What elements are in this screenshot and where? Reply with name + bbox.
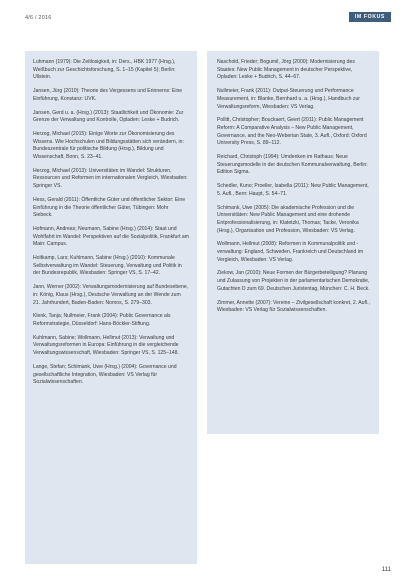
references-right-column: [207, 51, 379, 434]
reference-entry: Pollitt, Christopher; Bouckaert, Geert (2011): Public Management Reform: A Comparative Analysis – New Public Management, Governance, and the Neo-Weberian State, 3. Aufl., Oxford: Oxford University Press, S. 89–112.: [217, 117, 367, 147]
reference-entry: Schedler, Kuno; Proeller, Isabella (2011): New Public Management, 5. Aufl., Bern: Haupt, S. 54–71.: [217, 183, 369, 197]
reference-entry: Herzog, Michael (2015): Einige Worte zur Ökonomisierung des Wissens. Wie Hochschulen und Bildungsstätten sich verändern, in: Bundeszentrale für politische Bildung (Hrsg.), Bildung und Wissenschaft, Bonn, S. 23–41.: [33, 130, 184, 161]
reference-entry: Jann, Werner (2002): Verwaltungsmodernisierung auf Bundesebene, in: König, Klaus (Hrsg.), Deutsche Verwaltung an der Wende zum 21. Jahrhundert, Baden-Baden: Nomos, S. 279–303.: [33, 284, 189, 306]
section-tag: IM FOKUS: [349, 12, 391, 22]
reference-entry: Zimmer, Annette (2007): Vereine – Zivilgesellschaft konkret, 2. Aufl., Wiesbaden: VS Verlag für Sozialwissenschaften.: [217, 299, 370, 314]
reference-entry: Kuhlmann, Sabine; Wollmann, Hellmut (2013): Verwaltung und Verwaltungsreformen in Europa: Einführung in die vergleichende Verwaltungswissenschaft, Wiesbaden: Springer VS, S. 125–148.: [33, 334, 179, 357]
reference-entry: Jansen, Jürg (2010): Theorie des Vergessens und Erinnerns: Eine Einführung, Konstanz: UVK.: [33, 88, 183, 102]
reference-entry: Schimank, Uwe (2005): Die akademische Profession und die Universitäten: New Public Management und eine drohende Entprofessionalisierung, in: Klatetzki, Thomas; Tacke, Veronika (Hrsg.), Organisation und Profession, Wiesbaden: VS Verlag.: [217, 204, 359, 234]
reference-entry: Nullmeier, Frank (2011): Output-Steuerung und Performance Measurement, in: Blanke, Bernhard u. a. (Hrsg.), Handbuch zur Verwaltungsreform, Wiesbaden: VS Verlag.: [217, 88, 360, 110]
reference-entry: Holtkamp, Lars; Kuhlmann, Sabine (Hrsg.) (2010): Kommunale Selbstverwaltung im Wandel: Steuerung, Verwaltung und Politik in der Bundesrepublik, Wiesbaden: Springer VS, S. 17–42.: [33, 255, 182, 277]
reference-entry: Lange, Stefan; Schimank, Uwe (Hrsg.) (2004): Governance und gesellschaftliche Integration, Wiesbaden: VS Verlag für Sozialwissenschaften.: [33, 363, 177, 386]
reference-entry: Hess, Gerald (2011): Öffentliche Güter und öffentlicher Sektor: Eine Einführung in die Theorie öffentlicher Güter, Tübingen: Mohr Siebeck.: [33, 196, 186, 219]
reference-entry: Herzog, Michael (2013): Universitäten im Wandel: Strukturen, Ressourcen und Reformen im internationalen Vergleich, Wiesbaden: Springer VS.: [33, 167, 188, 190]
reference-entry: Jansen, Gerd u. a. (Hrsg.) (2013): Staatlichkeit und Ökonomie: Zur Grenze der Verwaltung und Kontrolle, Opladen: Leske + Budrich.: [33, 109, 184, 124]
reference-entry: Reichard, Christoph (1994): Umdenken im Rathaus: Neue Steuerungsmodelle in der deutschen Kommunalverwaltung, Berlin: Edition Sigma.: [217, 154, 368, 176]
reference-entry: Wollmann, Hellmut (2008): Reformen in Kommunalpolitik und -verwaltung: England, Schweden, Frankreich und Deutschland im Vergleich, Wiesbaden: VS Verlag.: [217, 241, 364, 263]
reference-entry: Naschold, Frieder; Bogumil, Jörg (2000): Modernisierung des Staates: New Public Management in deutscher Perspektive, Opladen: Leske + Budrich, S. 44–67.: [217, 59, 355, 81]
page-number: 111: [381, 567, 391, 573]
references-left-column: [25, 51, 197, 564]
reference-entry: Ziekow, Jan (2010): Neue Formen der Bürgerbeteiligung? Planung und Zulassung von Projekten in der parlamentarischen Demokratie, Gutachten D zum 69. Deutschen Juristentag, München: C. H. Beck.: [217, 270, 370, 292]
reference-entry: Hofmann, Andreas; Neumann, Sabine (Hrsg.) (2014): Staat und Wohlfahrt im Wandel: Perspektiven auf die Sozialpolitik, Frankfurt am Main: Campus.: [33, 225, 189, 248]
reference-entry: Klenk, Tanja; Nullmeier, Frank (2004): Public Governance als Reformstrategie, Düsseldorf: Hans-Böckler-Stiftung.: [33, 313, 171, 327]
header-issue-date: 4/6 / 2016: [25, 15, 52, 21]
reference-entry: Luhmann (1979): Die Zeitlosigkeit, in: Ders., HBK 1977 (Hrsg.), Weißbuch zur Geschichtsforschung, S. 1–15 (Kapitel 5); Berlin: Ullstein.: [33, 59, 176, 81]
